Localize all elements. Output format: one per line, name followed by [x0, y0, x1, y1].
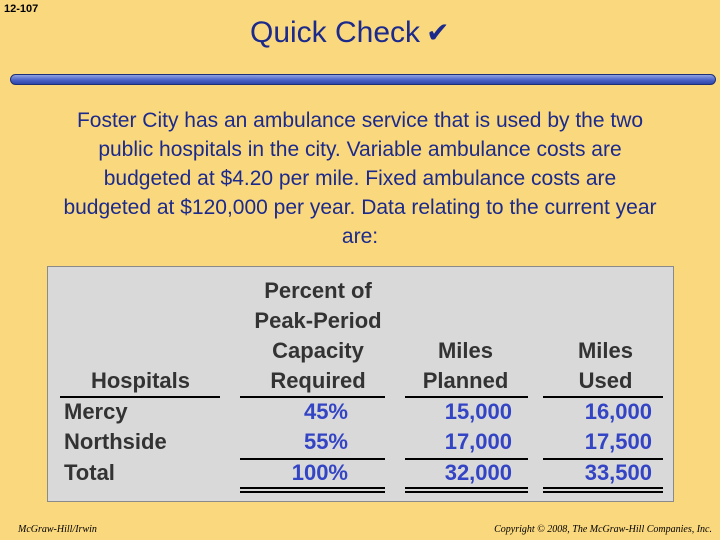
intro-paragraph: Foster City has an ambulance service that is used by the two public hospitals in the city. Variable ambulance costs are budgeted at $4.20 per mile. Fixed ambulance costs are budgeted at $120,000 per year. Data relating to the current year are:	[63, 109, 657, 248]
used-value: 16,000	[584, 399, 652, 424]
planned-value: 32,000	[444, 460, 512, 485]
hospital-name: Northside	[64, 429, 167, 454]
total-double-underline	[405, 487, 528, 493]
header-line: Percent of	[264, 278, 372, 303]
title-divider	[10, 74, 716, 85]
hospital-name: Total	[64, 460, 115, 485]
slide-number: 12-107	[4, 3, 39, 15]
footer-publisher: McGraw-Hill/Irwin	[18, 524, 97, 535]
header-line: Miles	[577, 338, 634, 363]
header-miles-planned	[413, 336, 518, 396]
capacity-value: 45%	[303, 399, 348, 424]
header-line: Hospitals	[90, 368, 191, 393]
header-capacity	[238, 276, 398, 396]
hospital-name: Mercy	[64, 399, 128, 424]
header-line: Planned	[422, 368, 509, 393]
header-line: Required	[270, 368, 366, 393]
total-double-underline	[240, 487, 385, 493]
header-line: Capacity	[272, 338, 364, 363]
footer-copyright: Copyright © 2008, The McGraw-Hill Companies, Inc.	[494, 524, 712, 535]
header-line: Peak-Period	[254, 308, 382, 333]
header-miles-used	[553, 336, 658, 396]
planned-value: 15,000	[444, 399, 512, 424]
header-line: Miles	[437, 338, 494, 363]
used-value: 33,500	[584, 460, 652, 485]
data-table	[47, 266, 674, 502]
checkmark-icon: ✔	[426, 17, 450, 48]
planned-value: 17,000	[444, 429, 512, 454]
title-text: Quick Check	[250, 16, 421, 49]
used-value: 17,500	[584, 429, 652, 454]
slide-title	[250, 16, 450, 50]
header-line: Used	[578, 368, 633, 393]
capacity-value: 55%	[303, 429, 348, 454]
capacity-value: 100%	[291, 460, 348, 485]
header-hospitals	[88, 366, 193, 396]
total-double-underline	[543, 487, 663, 493]
